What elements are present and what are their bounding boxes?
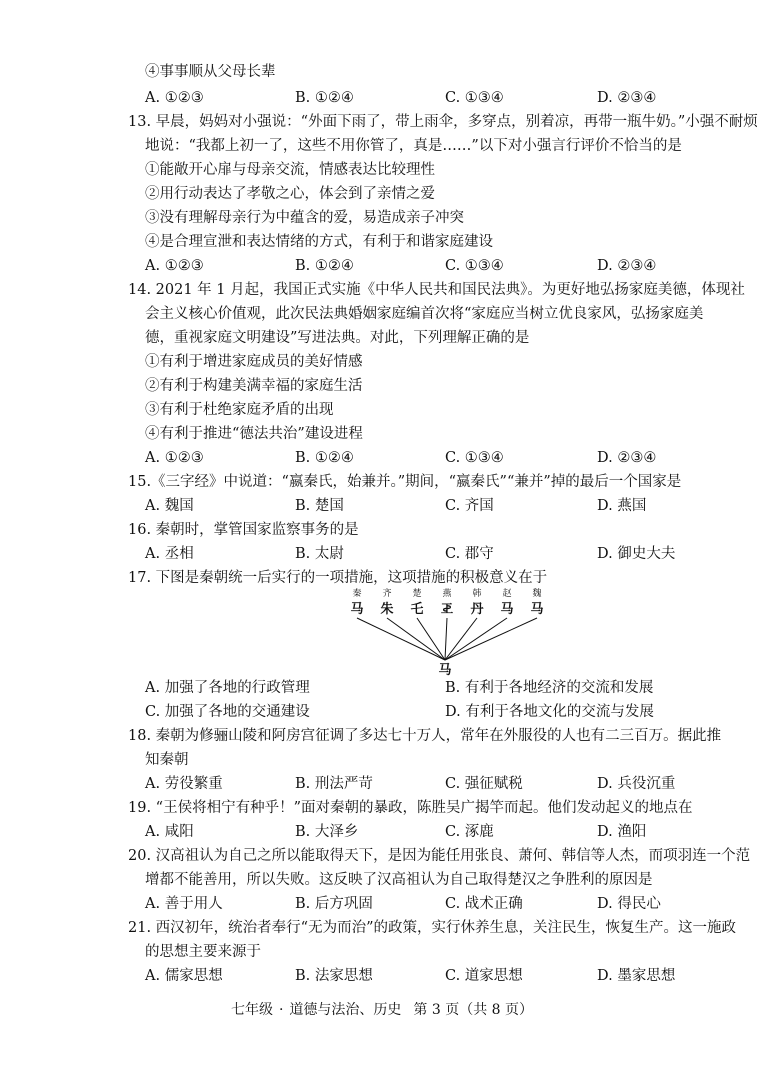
q15-stem: 15.《三字经》中说道：“嬴秦氏，始兼并。”期间，“嬴秦氏”“兼并”掉的最后一个国家是 <box>128 474 682 490</box>
glyph-yan: 𢀓 <box>440 602 454 617</box>
q18-option-c: C. 强征赋税 <box>445 776 523 792</box>
q17-option-d: D. 有利于各地文化的交流与发展 <box>445 704 654 720</box>
q18-option-a: A. 劳役繁重 <box>145 776 223 792</box>
ancient-glyphs <box>350 601 543 617</box>
q13-item-4: ④是合理宣泄和表达情绪的方式，有利于和谐家庭建设 <box>145 234 493 250</box>
q14-item-3: ③有利于杜绝家庭矛盾的出现 <box>145 402 334 418</box>
footer-subject: 道德与法治、历史 <box>289 1002 402 1018</box>
footer-dot: · <box>278 1002 284 1018</box>
q15-option-b: B. 楚国 <box>295 498 344 514</box>
state-label-yan: 燕 <box>442 589 452 599</box>
q14-option-c: C. ①③④ <box>445 450 504 466</box>
currency-unification-figure <box>345 586 565 678</box>
q20-option-c: C. 战术正确 <box>445 896 523 912</box>
q19-option-b: B. 大泽乡 <box>295 824 359 840</box>
q13-item-3: ③没有理解母亲行为中蕴含的爱，易造成亲子冲突 <box>145 210 464 226</box>
q14-stem-line-1: 14. 2021 年 1 月起，我国正式实施《中华人民共和国民法典》。为更好地弘扬家庭美德，体现社 <box>128 282 745 298</box>
q21-stem-line-2: 的思想主要来源于 <box>145 944 261 960</box>
q21-stem-line-1: 21. 西汉初年，统治者奉行“无为而治”的政策，实行休养生息，关注民生，恢复生产。这一施政 <box>128 920 736 936</box>
connector-line <box>357 618 445 660</box>
connector-line <box>445 618 447 660</box>
q15-option-c: C. 齐国 <box>445 498 494 514</box>
q14-item-4: ④有利于推进“德法共治”建设进程 <box>145 426 363 442</box>
state-label-wei: 魏 <box>532 589 542 599</box>
q13-option-a: A. ①②③ <box>145 258 204 274</box>
state-label-han: 韩 <box>472 589 482 599</box>
connector-line <box>387 618 445 660</box>
q21-option-c: C. 道家思想 <box>445 968 523 984</box>
q13-item-1: ①能敞开心扉与母亲交流，情感表达比较理性 <box>145 162 435 178</box>
q18-option-d: D. 兵役沉重 <box>597 776 676 792</box>
q19-stem: 19. “王侯将相宁有种乎！”面对秦朝的暴政，陈胜吴广揭竿而起。他们发动起义的地点在 <box>128 800 693 816</box>
q13-option-b: B. ①②④ <box>295 258 354 274</box>
connector-line <box>445 618 537 660</box>
page-footer <box>0 1000 764 1020</box>
glyph-qin: 马 <box>350 602 364 617</box>
footer-grade: 七年级 <box>230 1002 273 1018</box>
q12-option-d: D. ②③④ <box>597 90 657 106</box>
q13-option-d: D. ②③④ <box>597 258 657 274</box>
q12-option-b: B. ①②④ <box>295 90 354 106</box>
q12-option-a: A. ①②③ <box>145 90 204 106</box>
q14-option-b: B. ①②④ <box>295 450 354 466</box>
q21-option-a: A. 儒家思想 <box>145 968 223 984</box>
q14-option-a: A. ①②③ <box>145 450 204 466</box>
q13-option-c: C. ①③④ <box>445 258 504 274</box>
q20-stem-line-2: 增都不能善用，所以失败。这反映了汉高祖认为自己取得楚汉之争胜利的原因是 <box>145 872 653 888</box>
state-label-qin: 秦 <box>352 589 362 599</box>
q17-option-b: B. 有利于各地经济的交流和发展 <box>445 680 654 696</box>
q18-stem-line-1: 18. 秦朝为修骊山陵和阿房宫征调了多达七十万人，常年在外服役的人也有二三百万。据此推 <box>128 728 722 744</box>
q15-option-d: D. 燕国 <box>597 498 647 514</box>
q20-stem-line-1: 20. 汉高祖认为自己之所以能取得天下，是因为能任用张良、萧何、韩信等人杰，而项羽连一个范 <box>128 848 751 864</box>
connector-line <box>445 618 477 660</box>
q14-option-d: D. ②③④ <box>597 450 657 466</box>
q12-item-4: ④事事顺从父母长辈 <box>145 64 276 80</box>
state-label-chu: 楚 <box>412 589 422 599</box>
q20-option-b: B. 后方巩固 <box>295 896 373 912</box>
glyph-qi: 朱 <box>380 602 394 617</box>
state-label-qi: 齐 <box>382 589 392 599</box>
q20-option-a: A. 善于用人 <box>145 896 223 912</box>
glyph-han: 丹 <box>470 602 484 617</box>
footer-page-number: 第 3 页（共 8 页） <box>413 1002 534 1018</box>
q14-stem-line-3: 德，重视家庭文明建设”写进法典。对此，下列理解正确的是 <box>145 330 530 346</box>
q14-stem-line-2: 会主义核心价值观，此次民法典婚姻家庭编首次将“家庭应当树立优良家风，弘扬家庭美 <box>145 306 704 322</box>
q16-option-d: D. 御史大夫 <box>597 546 676 562</box>
q16-option-b: B. 太尉 <box>295 546 344 562</box>
q17-stem: 17. 下图是秦朝统一后实行的一项措施，这项措施的积极意义在于 <box>128 570 548 586</box>
q16-stem: 16. 秦朝时，掌管国家监察事务的是 <box>128 522 359 538</box>
q19-option-d: D. 渔阳 <box>597 824 647 840</box>
q14-item-1: ①有利于增进家庭成员的美好情感 <box>145 354 363 370</box>
connector-lines <box>357 618 537 660</box>
q16-option-a: A. 丞相 <box>145 546 194 562</box>
q20-option-d: D. 得民心 <box>597 896 661 912</box>
q19-option-c: C. 涿鹿 <box>445 824 494 840</box>
q21-option-d: D. 墨家思想 <box>597 968 676 984</box>
q14-item-2: ②有利于构建美满幸福的家庭生活 <box>145 378 363 394</box>
glyph-zhao: 马 <box>500 602 514 617</box>
state-labels <box>352 587 541 599</box>
q15-option-a: A. 魏国 <box>145 498 194 514</box>
q21-option-b: B. 法家思想 <box>295 968 373 984</box>
q13-stem-line-1: 13. 早晨，妈妈对小强说：“外面下雨了，带上雨伞，多穿点，别着凉，再带一瓶牛奶。”小强不耐烦 <box>128 114 758 130</box>
state-label-zhao: 赵 <box>502 589 512 599</box>
q12-option-c: C. ①③④ <box>445 90 504 106</box>
connector-line <box>445 618 507 660</box>
q19-option-a: A. 咸阳 <box>145 824 194 840</box>
q17-option-c: C. 加强了各地的交通建设 <box>145 704 310 720</box>
glyph-chu: 乇 <box>410 602 424 617</box>
q18-stem-line-2: 知秦朝 <box>145 752 189 768</box>
q17-option-a: A. 加强了各地的行政管理 <box>145 680 310 696</box>
glyph-wei: 马 <box>530 602 544 617</box>
q16-option-c: C. 郡守 <box>445 546 494 562</box>
q18-option-b: B. 刑法严苛 <box>295 776 373 792</box>
q13-stem-line-2: 地说：“我都上初一了，这些不用你管了，真是……”以下对小强言行评价不恰当的是 <box>145 138 682 154</box>
q13-item-2: ②用行动表达了孝敬之心，体会到了亲情之爱 <box>145 186 435 202</box>
unified-glyph: 马 <box>438 663 452 678</box>
